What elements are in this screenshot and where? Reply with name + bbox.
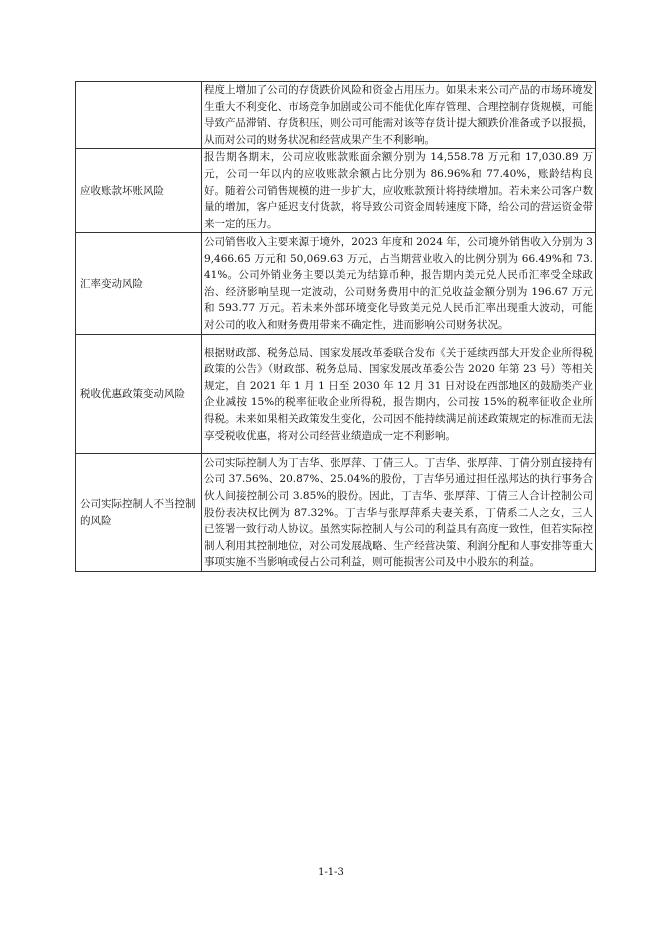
- risk-row-controller: [76, 454, 596, 572]
- risk-description-cell: 公司实际控制人为丁吉华、张厚萍、丁倩三人。丁吉华、张厚萍、丁倩分别直接持有公司 37.56%、20.87%、25.04%的股份，丁吉华另通过担任泓邦达的执行事务合伙人间接控制公司 3.85%的股份。因此，丁吉华、张厚萍、丁倩三人合计控制公司股份表决权比例为 87.32%。丁吉华与张厚萍系夫妻关系，丁倩系二人之女，三人已签署一致行动人协议。虽然实际控制人与公司的利益具有高度一致性，但若实际控制人利用其控制地位，对公司发展战略、生产经营决策、利润分配和人事安排等重大事项实施不当影响或侵占公司利益，则可能损害公司及中小股东的利益。: [202, 454, 596, 572]
- risk-row-exchange-rate: [76, 233, 596, 335]
- risk-description-cell: 程度上增加了公司的存货跌价风险和资金占用压力。如果未来公司产品的市场环境发生重大不利变化、市场竞争加剧或公司不能优化库存管理、合理控制存货规模，可能导致产品滞销、存货积压，则公司可能需对该等存货计提大额跌价准备或予以报损，从而对公司的财务状况和经营成果产生不利影响。: [202, 82, 596, 149]
- risk-name-cell: 公司实际控制人不当控制的风险: [76, 454, 202, 572]
- risk-name-cell: 税收优惠政策变动风险: [76, 335, 202, 454]
- risk-name-cell: 应收账款坏账风险: [76, 149, 202, 233]
- risk-description-cell: 公司销售收入主要来源于境外，2023 年度和 2024 年，公司境外销售收入分别为 39,466.65 万元和 50,069.63 万元，占当期营业收入的比例分别为 66.49%和 73.41%。公司外销业务主要以美元为结算币种，报告期内美元兑人民币汇率受全球政治、经济影响呈现一定波动，公司财务费用中的汇兑收益金额分别为 196.67 万元和 593.77 万元。若未来外部环境变化导致美元兑人民币汇率出现重大波动，可能对公司的收入和财务费用带来不确定性，进而影响公司财务状况。: [202, 233, 596, 335]
- risk-row-receivables: [76, 149, 596, 233]
- risk-factor-table: [75, 81, 596, 572]
- risk-description-cell: 报告期各期末，公司应收账款账面余额分别为 14,558.78 万元和 17,030.89 万元，公司一年以内的应收账款余额占比分别为 86.96%和 77.40%，账龄结构良好。随着公司销售规模的进一步扩大，应收账款预计将持续增加。若未来公司客户数量的增加，客户延迟支付货款，将导致公司资金周转速度下降，给公司的营运资金带来一定的压力。: [202, 149, 596, 233]
- risk-row-inventory-continued: [76, 82, 596, 149]
- page-number: 1-1-3: [318, 867, 344, 878]
- risk-name-cell: [76, 82, 202, 149]
- risk-row-tax-policy: [76, 335, 596, 454]
- risk-name-cell: 汇率变动风险: [76, 233, 202, 335]
- risk-description-cell: 根据财政部、税务总局、国家发展改革委联合发布《关于延续西部大开发企业所得税政策的公告》（财政部、税务总局、国家发展改革委公告 2020 年第 23 号）等相关规定，自 2021 年 1 月 1 日至 2030 年 12 月 31 日对设在西部地区的鼓励类产业企业减按 15%的税率征收企业所得税，报告期内，公司按 15%的税率征收企业所得税。未来如果相关政策发生变化，公司因不能持续满足前述政策规定的标准而无法享受税收优惠，将对公司经营业绩造成一定不利影响。: [202, 335, 596, 454]
